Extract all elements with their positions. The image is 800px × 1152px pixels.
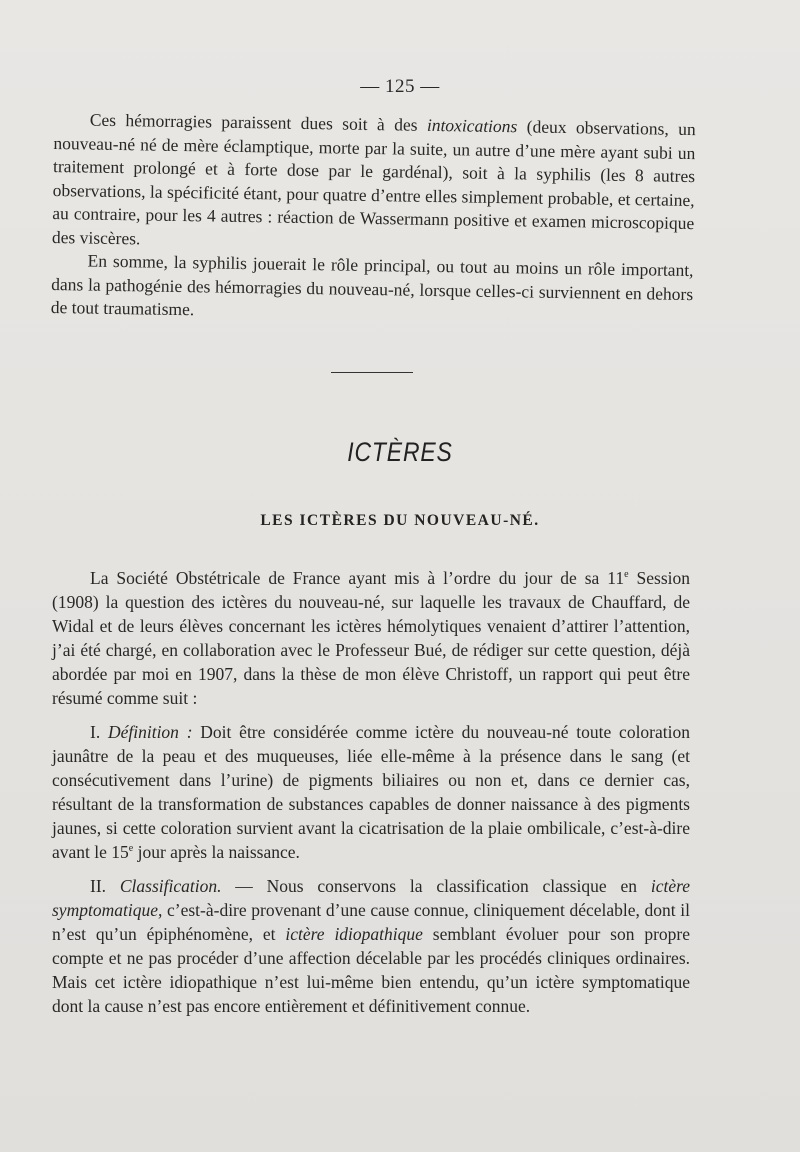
body-paragraph-1: La Société Obstétricale de France ayant mis à l’ordre du jour de sa 11e Session (1908) la question des ictères du nouveau-né, sur laquelle les travaux de Chauffard, de Widal et de leurs élèves concernant les ictères hémolytiques venaient d’attirer l’attention, j’ai été chargé, en collaboration avec le Professeur Bué, de rédiger sur cette question, déjà abordée par moi en 1907, dans la thèse de mon élève Christoff, un rapport qui peut être résumé comme suit : [52, 568, 690, 708]
intro-paragraph-2: En somme, la syphilis jouerait le rôle principal, ou tout au moins un rôle important, dans la pathogénie des hémorragies du nouveau-né, lorsque celles-ci surviennent en dehors de tout traumatisme. [50, 250, 694, 320]
body-paragraph-definition: I. Définition : Doit être considérée comme ictère du nouveau-né toute coloration jaunâtre de la peau et des muqueuses, liée elle-même à la présence dans le sang (et consécutivement dans l’urine) de pigments biliaires ou non et, dans ce dernier cas, résultant de la transformation de substances capables de donner naissance à des pigments jaunes, si cette coloration survient avant la cicatrisation de la plaie ombilicale, c’est-à-dire avant le 15e jour après la naissance. [52, 722, 690, 862]
section-title: ICTÈRES [347, 437, 453, 467]
intro-paragraph-1: Ces hémorragies paraissent dues soit à des intoxications (deux observations, un nouveau-né né de mère éclamptique, morte par la suite, un autre d’une mère ayant subi un traitement prolongé et à forte dose par le gardénal), soit à la syphilis (les 8 autres observations, la spécificité étant, pour quatre d’entre elles simplement probable, et certaine, au contraire, pour les 4 autres : réaction de Wassermann positive et examen microscopique des viscères. [51, 109, 696, 248]
section-subtitle: LES ICTÈRES DU NOUVEAU-NÉ. [260, 512, 540, 529]
body-text-block [52, 566, 690, 1028]
section-divider [331, 372, 413, 373]
emphasis-ictere-symptomatique: ictère symptomatique, [52, 876, 691, 920]
classification-heading: Classification. [119, 876, 222, 896]
emphasis-intoxications: intoxications [426, 114, 518, 137]
definition-heading: Définition : [107, 722, 193, 742]
page-number: — 125 — [360, 76, 440, 97]
intro-text-block [51, 108, 696, 330]
body-paragraph-classification: II. Classification. — Nous conservons la classification classique en ictère symptomatique, c’est-à-dire provenant d’une cause connue, cliniquement décelable, dont il n’est qu’un épiphénomène, et ictère idiopathique semblant évoluer pour son propre compte et ne pas procéder d’une affection décelable par les procédés cliniques ordinaires. Mais cet ictère idiopathique n’est lui-même bien entendu, qu’un ictère symptomatique dont la cause n’est pas encore entièrement et définitivement connue. [52, 876, 691, 1016]
emphasis-ictere-idiopathique: ictère idiopathique [285, 924, 423, 944]
